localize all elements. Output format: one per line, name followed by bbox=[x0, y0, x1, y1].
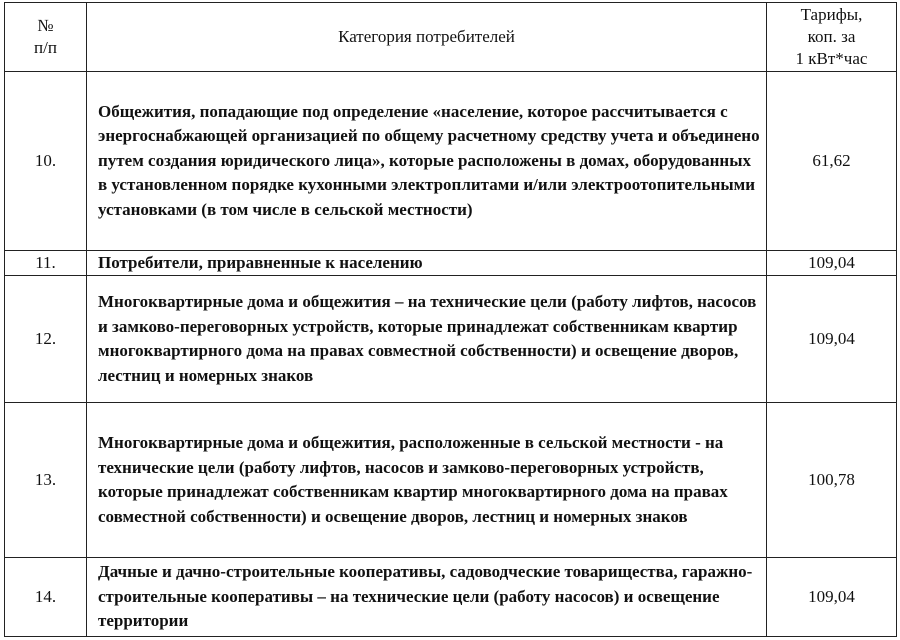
header-category-label: Категория потребителей bbox=[338, 27, 515, 46]
header-number-cell bbox=[5, 3, 87, 72]
row-category-cell: Многоквартирные дома и общежития – на технические цели (работу лифтов, насосов и замково-переговорных устройств, которые принадлежат собственникам квартир многоквартирного дома на правах совместной собственности) и освещение дворов, лестниц и номерных знаков bbox=[87, 276, 767, 403]
table-row bbox=[5, 558, 897, 637]
row-tariff-cell: 109,04 bbox=[767, 558, 897, 637]
header-category-cell bbox=[87, 3, 767, 72]
table-row bbox=[5, 403, 897, 558]
header-tariff-line-3: 1 кВт*час bbox=[795, 49, 868, 68]
row-category-cell: Многоквартирные дома и общежития, расположенные в сельской местности - на технические цели (работу лифтов, насосов и замково-переговорных устройств, которые принадлежат собственникам квартир многоквартирного дома на правах совместной собственности) и освещение дворов, лестниц и номерных знаков bbox=[87, 403, 767, 558]
row-number-cell: 12. bbox=[5, 276, 87, 403]
row-category-cell: Дачные и дачно-строительные кооперативы, садоводческие товарищества, гаражно-строительные кооперативы – на технические цели (работу насосов) и освещение территории bbox=[87, 558, 767, 637]
row-number-cell: 13. bbox=[5, 403, 87, 558]
row-number-cell: 11. bbox=[5, 251, 87, 276]
header-tariff-line-1: Тарифы, bbox=[800, 5, 863, 24]
header-tariff-line-2: коп. за bbox=[807, 27, 856, 46]
table-row bbox=[5, 72, 897, 251]
header-tariff-cell bbox=[767, 3, 897, 72]
row-category-cell: Потребители, приравненные к населению bbox=[87, 251, 767, 276]
table-row bbox=[5, 276, 897, 403]
header-number-symbol: № bbox=[37, 16, 54, 35]
table-row bbox=[5, 251, 897, 276]
row-number-cell: 14. bbox=[5, 558, 87, 637]
row-tariff-cell: 61,62 bbox=[767, 72, 897, 251]
row-number-cell: 10. bbox=[5, 72, 87, 251]
row-tariff-cell: 109,04 bbox=[767, 251, 897, 276]
header-number-label: п/п bbox=[34, 38, 57, 57]
table-header-row bbox=[5, 3, 897, 72]
row-category-cell: Общежития, попадающие под определение «население, которое рассчитывается с энергоснабжающей организацией по общему расчетному средству учета и объединено путем создания юридического лица», которые расположены в домах, оборудованных в установленном порядке кухонными электроплитами и/или электроотопительными установками (в том числе в сельской местности) bbox=[87, 72, 767, 251]
tariff-table bbox=[4, 2, 897, 637]
row-tariff-cell: 109,04 bbox=[767, 276, 897, 403]
row-tariff-cell: 100,78 bbox=[767, 403, 897, 558]
